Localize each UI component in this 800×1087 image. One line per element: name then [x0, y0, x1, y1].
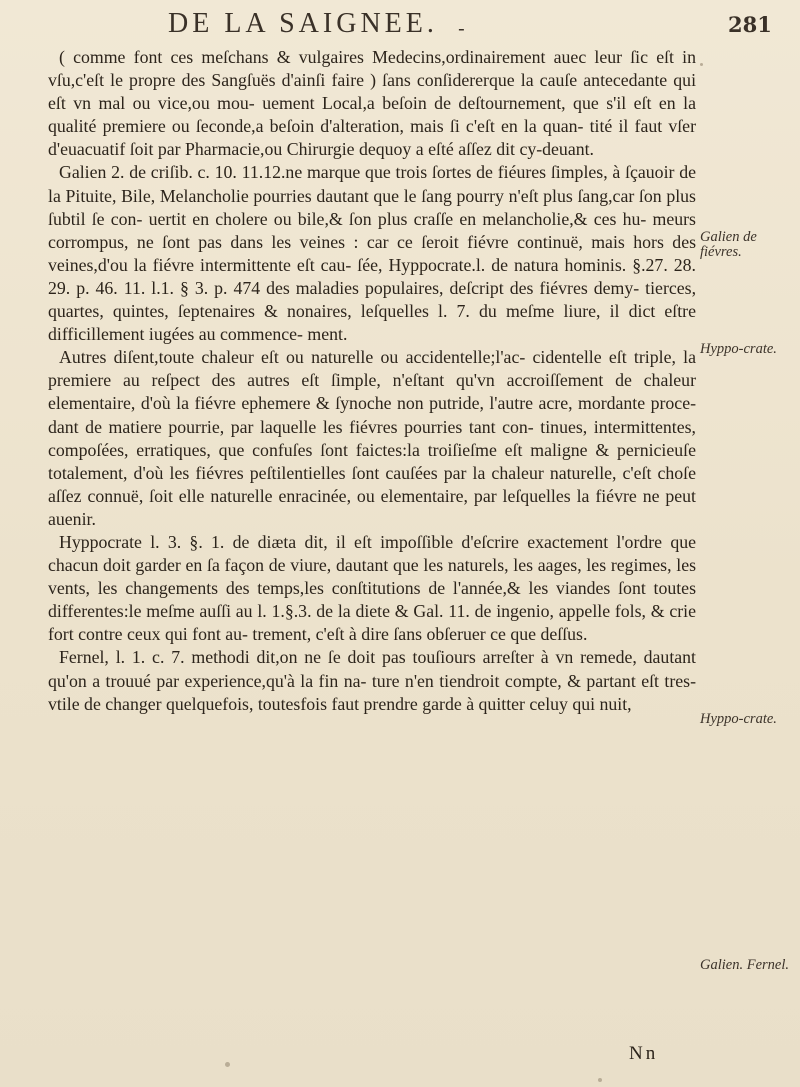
text-line: Autres diſent,toute chaleur eſt ou naturelle ou accidentelle;l'ac-	[59, 347, 526, 368]
text-line: n'eſtant qu'vn accroiſſement de chaleur elementaire, d'où la fiévre	[48, 370, 696, 414]
body-text	[48, 46, 696, 716]
text-line: tinues, intermittentes, compoſées, erratiques, que confuſes ſont	[48, 416, 696, 460]
catchword: Nn	[629, 1043, 659, 1064]
text-line: cidentelle eſt triple, la premiere au reſpect des autres eſt ſimple,	[48, 347, 696, 391]
text-line: faictes:la troiſieſme eſt maligne & pernicieuſe totalement, d'où les	[48, 439, 696, 483]
page-number: 281	[728, 12, 772, 37]
paragraph-1	[48, 46, 696, 161]
text-line: ſont toutes differentes:le meſme auſſi au l. 1.§.3. de la diete & Gal.	[48, 578, 696, 622]
margin-note-hyppocrate-2: Hyppo-crate.	[700, 711, 777, 727]
paragraph-5	[48, 646, 696, 715]
text-line: ture n'en tiendroit compte, & partant eſt tres-vtile de changer	[48, 670, 696, 714]
text-line: uertit en cholere ou bile,& ſon plus craſſe en melancholie,& ces hu-	[148, 208, 647, 229]
paragraph-3	[48, 346, 696, 531]
text-line: a eſté aſſez dit cy-deuant.	[415, 139, 594, 160]
text-line: tité il faut vſer d'euacuatif ſoit par Pharmacie,ou Chirurgie dequoy	[48, 116, 696, 160]
text-line: quelquefois, toutesfois faut prendre garde à quitter celuy qui nuit,	[166, 693, 632, 714]
paragraph-4	[48, 531, 696, 646]
text-line: changements des temps,les conſtitutions de l'année,& les viandes	[125, 578, 611, 599]
text-line: § 3. p. 474 des maladies populaires, deſcript des fiévres demy-	[179, 277, 640, 298]
running-title: DE LA SAIGNEE.	[168, 8, 438, 39]
text-line: dautant que le ſang pourry n'eſt plus ſang,car ſon plus ſubtil ſe con-	[48, 185, 696, 229]
margin-note-hyppocrate: Hyppo-crate.	[700, 341, 777, 357]
paper-speck	[225, 1062, 230, 1067]
text-line: à vn remede, dautant qu'on a trouué par experience,qu'à la fin na-	[48, 647, 696, 691]
text-line: conſidererque la cauſe antecedante qui eſt vn mal ou vice,ou mou-	[48, 70, 697, 114]
text-line: choſe aſſez connuë, ſoit elle naturelle enracinée, ou elementaire,	[48, 462, 696, 506]
text-line: meurs corrompus, ne ſont pas dans les veines : car ce ſeroit fiévre	[48, 208, 696, 252]
text-line: dautant que les naturels, les aages, les regimes, les vents, les	[48, 555, 697, 599]
text-line: dant de matiere pourrie, par laquelle les fiévres pourries tant con-	[48, 416, 534, 437]
text-line: exactement l'ordre que chacun doit garder en ſa façon de viure,	[48, 531, 697, 576]
margin-note-galien: Galien de fiévres.	[700, 229, 757, 260]
text-line: 11. de ingenio, appelle fols, & crie fort contre ceux qui font au-	[48, 601, 697, 645]
margin-note-galien-fernel: Galien. Fernel.	[700, 957, 789, 973]
text-line: fiévres peſtilentielles ſont cauſées par la chaleur naturelle, c'eſt	[195, 462, 652, 483]
text-line: fiéures ſimples, à ſçauoir de la Pituite, Bile, Melancholie pourries	[48, 162, 696, 206]
paper-speck	[598, 1078, 602, 1082]
text-line: tierces, quartes, quintes, ſeptenaires & nonaires, leſquelles l. 7.	[48, 277, 697, 322]
text-line: ſée, Hyppocrate.l. de natura hominis. §.27. 28. 29. p. 46. 11. l.1.	[48, 254, 697, 298]
text-line: premiere ou ſeconde,a beſoin d'alteration, mais ſi c'eſt en la quan-	[102, 116, 584, 137]
paragraph-2	[48, 161, 696, 346]
text-line: Hyppocrate l. 3. §. 1. de diæta dit, il eſt impoſſible d'eſcrire	[59, 531, 519, 552]
text-line: trement, c'eſt à dire ſans obſeruer ce que deſſus.	[252, 624, 588, 645]
text-line: ( comme font ces meſchans & vulgaires Medecins,ordinairement	[59, 47, 546, 67]
text-line: Fernel, l. 1. c. 7. methodi dit,on ne ſe doit pas touſiours arreſter	[59, 647, 534, 668]
text-line: ephemere & ſynoche non putride, l'autre acre, mordante proce-	[241, 393, 697, 414]
text-line: par leſquelles la fiévre ne peut auenir.	[48, 485, 696, 529]
text-line: ment.	[307, 324, 348, 345]
text-line: uement Local,a beſoin de deſtournement, que s'il eſt en la qualité	[48, 93, 696, 137]
paper-speck	[700, 63, 703, 66]
text-line: du meſme liure, il dict eſtre difficillement iugées au commence-	[48, 301, 696, 345]
text-line: continuë, mais hors des veines,d'ou la fiévre intermittente eſt cau-	[48, 231, 697, 275]
text-line: auec leur ſic eſt in vſu,c'eſt le propre des Sangſuës d'ainſi faire ) ſans	[48, 47, 697, 91]
header-dash: -	[458, 16, 465, 40]
text-line: Galien 2. de criſib. c. 10. 11.12.ne marque que trois ſortes de	[59, 162, 493, 183]
